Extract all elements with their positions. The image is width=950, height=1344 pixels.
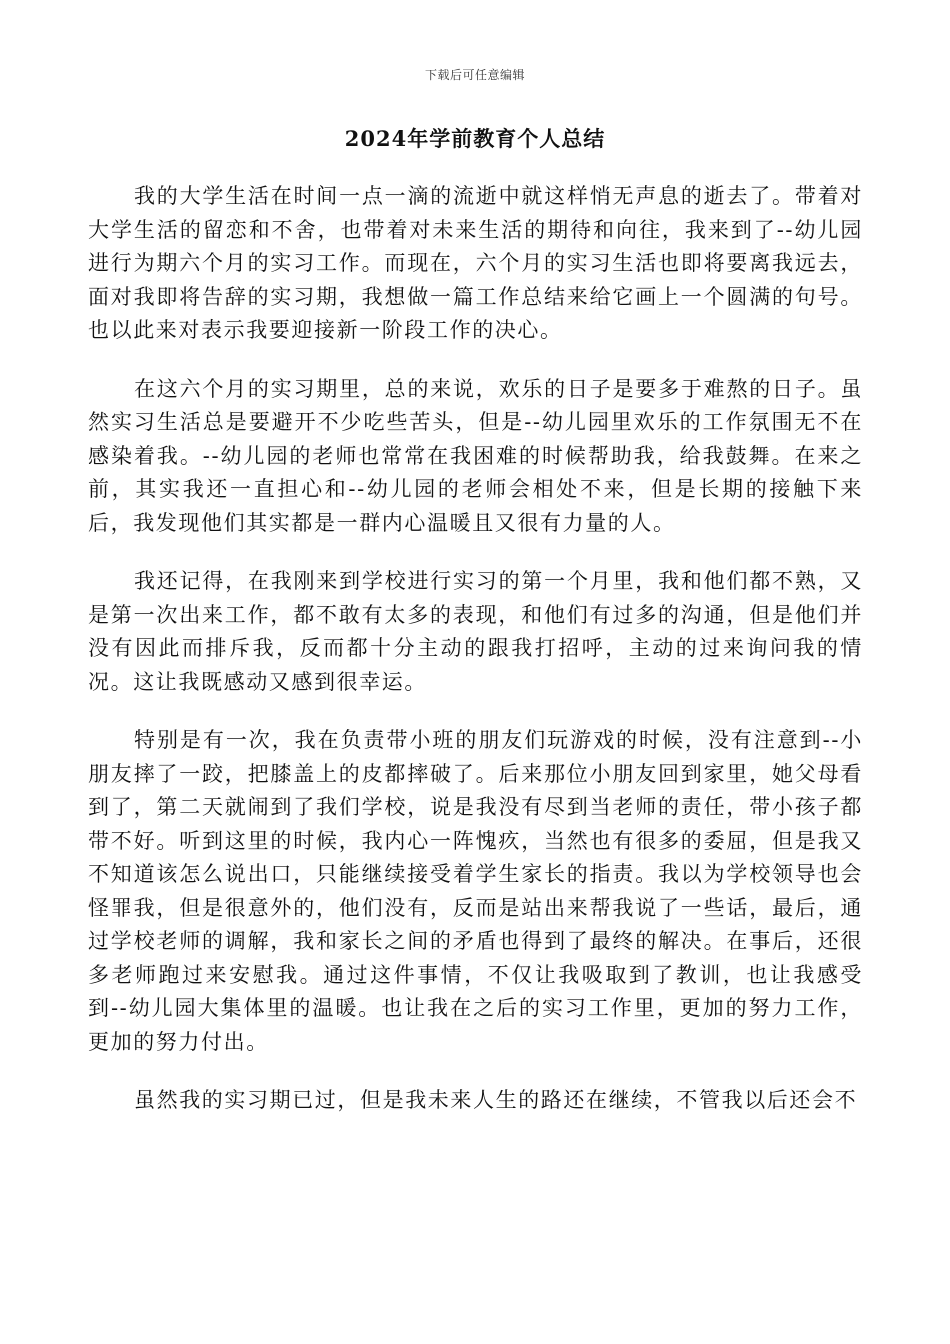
document-body [88, 180, 863, 1143]
paragraph: 虽然我的实习期已过，但是我未来人生的路还在继续，不管我以后还会不 [134, 1088, 858, 1112]
paragraph: 特别是有一次，我在负责带小班的朋友们玩游戏的时候，没有注意到--小朋友摔了一跤，把膝盖上的皮都摔破了。后来那位小朋友回到家里，她父母看到了，第二天就闹到了我们学校，说是我没有尽到当老师的责任，带小孩子都带不好。听到这里的时候，我内心一阵愧疚，当然也有很多的委屈，但是我又不知道该怎么说出口，只能继续接受着学生家长的指责。我以为学校领导也会怪罪我，但是很意外的，他们没有，反而是站出来帮我说了一些话，最后，通过学校老师的调解，我和家长之间的矛盾也得到了最终的解决。在事后，还很多老师跑过来安慰我。通过这件事情，不仅让我吸取到了教训，也让我感受到--幼儿园大集体里的温暖。也让我在之后的实习工作里，更加的努力工作，更加的努力付出。 [88, 728, 863, 1054]
paragraph: 我的大学生活在时间一点一滴的流逝中就这样悄无声息的逝去了。带着对大学生活的留恋和不舍，也带着对未来生活的期待和向往，我来到了--幼儿园进行为期六个月的实习工作。而现在，六个月的实习生活也即将要离我远去，面对我即将告辞的实习期，我想做一篇工作总结来给它画上一个圆满的句号。也以此来对表示我要迎接新一阶段工作的决心。 [88, 184, 863, 342]
paragraph: 我还记得，在我刚来到学校进行实习的第一个月里，我和他们都不熟，又是第一次出来工作，都不敢有太多的表现，和他们有过多的沟通，但是他们并没有因此而排斥我，反而都十分主动的跟我打招呼，主动的过来询问我的情况。这让我既感动又感到很幸运。 [88, 569, 863, 694]
header-note: 下载后可任意编辑 [424, 68, 525, 82]
document-title: 2024年学前教育个人总结 [344, 126, 606, 151]
paragraph: 在这六个月的实习期里，总的来说，欢乐的日子是要多于难熬的日子。虽然实习生活总是要避开不少吃些苦头，但是--幼儿园里欢乐的工作氛围无不在感染着我。--幼儿园的老师也常常在我困难的时候帮助我，给我鼓舞。在来之前，其实我还一直担心和--幼儿园的老师会相处不来，但是长期的接触下来后，我发现他们其实都是一群内心温暖且又很有力量的人。 [88, 376, 863, 535]
